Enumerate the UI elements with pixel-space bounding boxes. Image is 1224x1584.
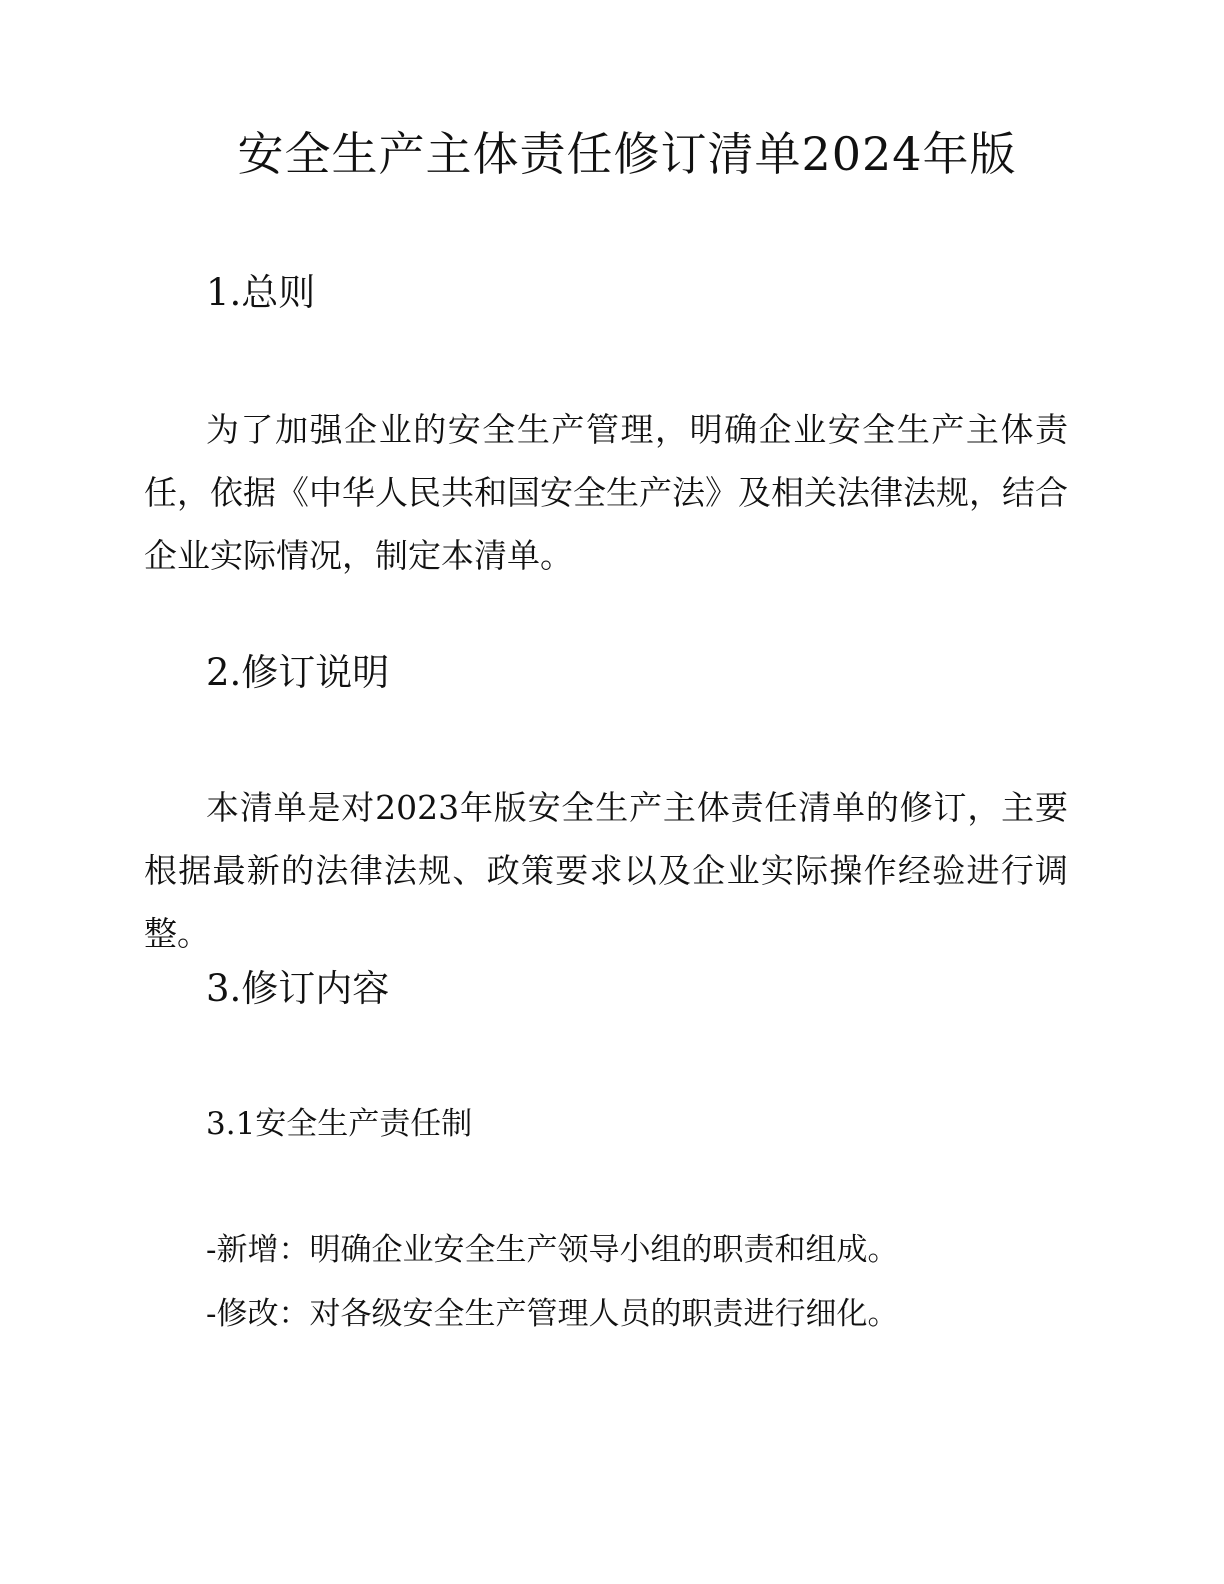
section-heading-revision-content: 3.修订内容 bbox=[206, 967, 390, 1010]
section-paragraph-revision-notes: 本清单是对2023年版安全生产主体责任清单的修订，主要根据最新的法律法规、政策要求以及企业实际操作经验进行调整。 bbox=[144, 788, 1068, 953]
section-paragraph-general: 为了加强企业的安全生产管理，明确企业安全生产主体责任，依据《中华人民共和国安全生产法》及相关法律法规，结合企业实际情况，制定本清单。 bbox=[144, 410, 1068, 575]
list-item: -修改：对各级安全生产管理人员的职责进行细化。 bbox=[206, 1296, 899, 1332]
document-title: 安全生产主体责任修订清单2024年版 bbox=[237, 127, 1017, 181]
section-heading-revision-notes: 2.修订说明 bbox=[206, 651, 390, 694]
section-heading-general: 1.总则 bbox=[206, 271, 316, 314]
subsection-heading-responsibility-system: 3.1安全生产责任制 bbox=[206, 1106, 473, 1142]
list-item: -新增：明确企业安全生产领导小组的职责和组成。 bbox=[206, 1232, 899, 1268]
